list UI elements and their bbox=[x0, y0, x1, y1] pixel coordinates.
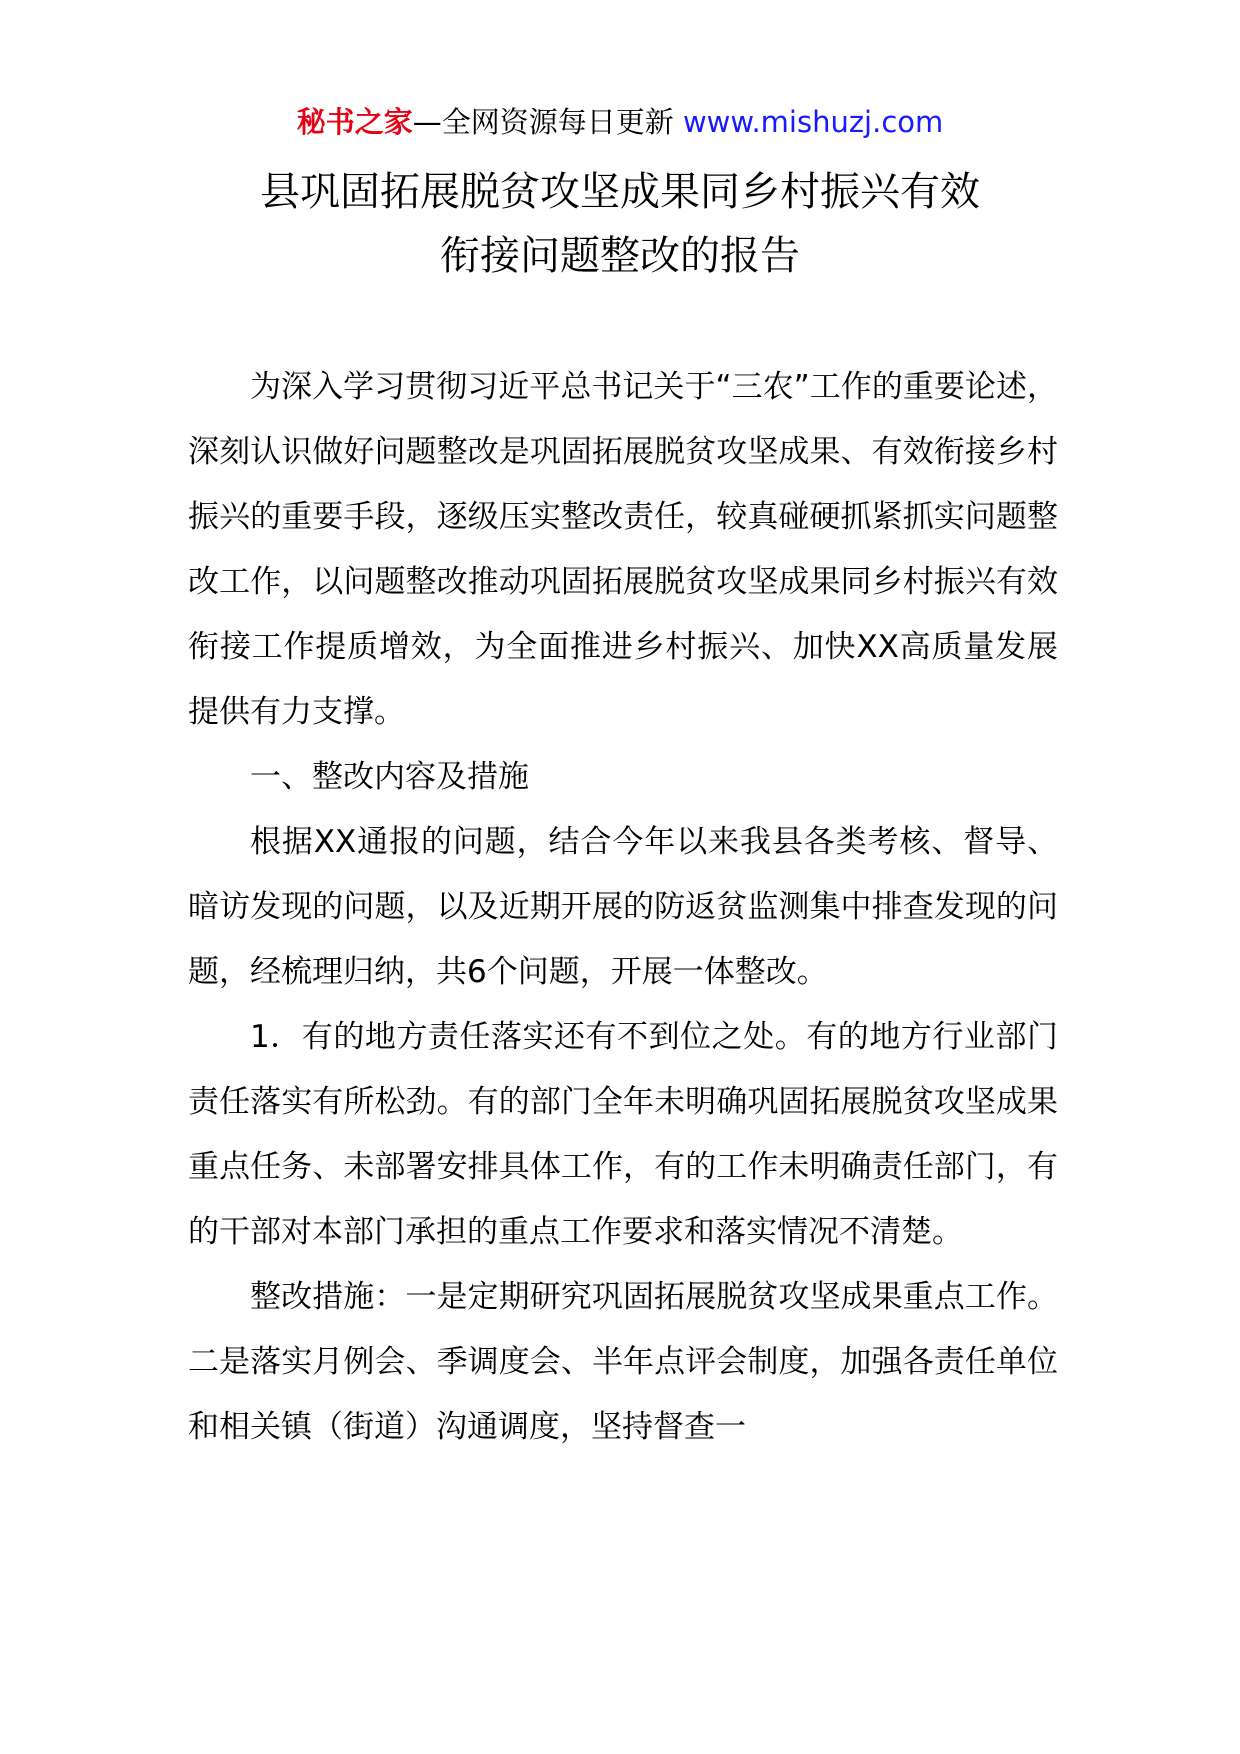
problem-item-1: 1．有的地方责任落实还有不到位之处。有的地方行业部门责任落实有所松劲。有的部门全年未明确巩固拓展脱贫攻坚成果重点任务、未部署安排具体工作，有的工作未明确责任部门，有的干部对本部门承担的重点工作要求和落实情况不清楚。 bbox=[188, 1019, 1058, 1250]
document-body bbox=[188, 355, 1058, 1460]
site-header bbox=[0, 102, 1240, 142]
header-tagline: —全网资源每日更新 bbox=[412, 105, 674, 139]
brand-name: 秘书之家 bbox=[296, 105, 413, 139]
title-line-1: 县巩固拓展脱贫攻坚成果同乡村振兴有效 bbox=[260, 169, 980, 215]
intro-paragraph: 为深入学习贯彻习近平总书记关于“三农”工作的重要论述，深刻认识做好问题整改是巩固拓展脱贫攻坚成果、有效衔接乡村振兴的重要手段，逐级压实整改责任，较真碰硬抓紧抓实问题整改工作，以问题整改推动巩固拓展脱贫攻坚成果同乡村振兴有效衔接工作提质增效，为全面推进乡村振兴、加快XX高质量发展提供有力支撑。 bbox=[188, 369, 1058, 730]
section-heading: 一、整改内容及措施 bbox=[250, 759, 529, 795]
measures-paragraph: 整改措施：一是定期研究巩固拓展脱贫攻坚成果重点工作。二是落实月例会、季调度会、半年点评会制度，加强各责任单位和相关镇（街道）沟通调度，坚持督查一 bbox=[188, 1279, 1058, 1445]
title-line-2: 衔接问题整改的报告 bbox=[440, 233, 800, 279]
body-paragraph: 根据XX通报的问题，结合今年以来我县各类考核、督导、暗访发现的问题，以及近期开展的防返贫监测集中排查发现的问题，经梳理归纳，共6个问题，开展一体整改。 bbox=[188, 824, 1058, 990]
document-title bbox=[140, 160, 1100, 288]
site-url-link[interactable]: www.mishuzj.com bbox=[682, 105, 944, 139]
